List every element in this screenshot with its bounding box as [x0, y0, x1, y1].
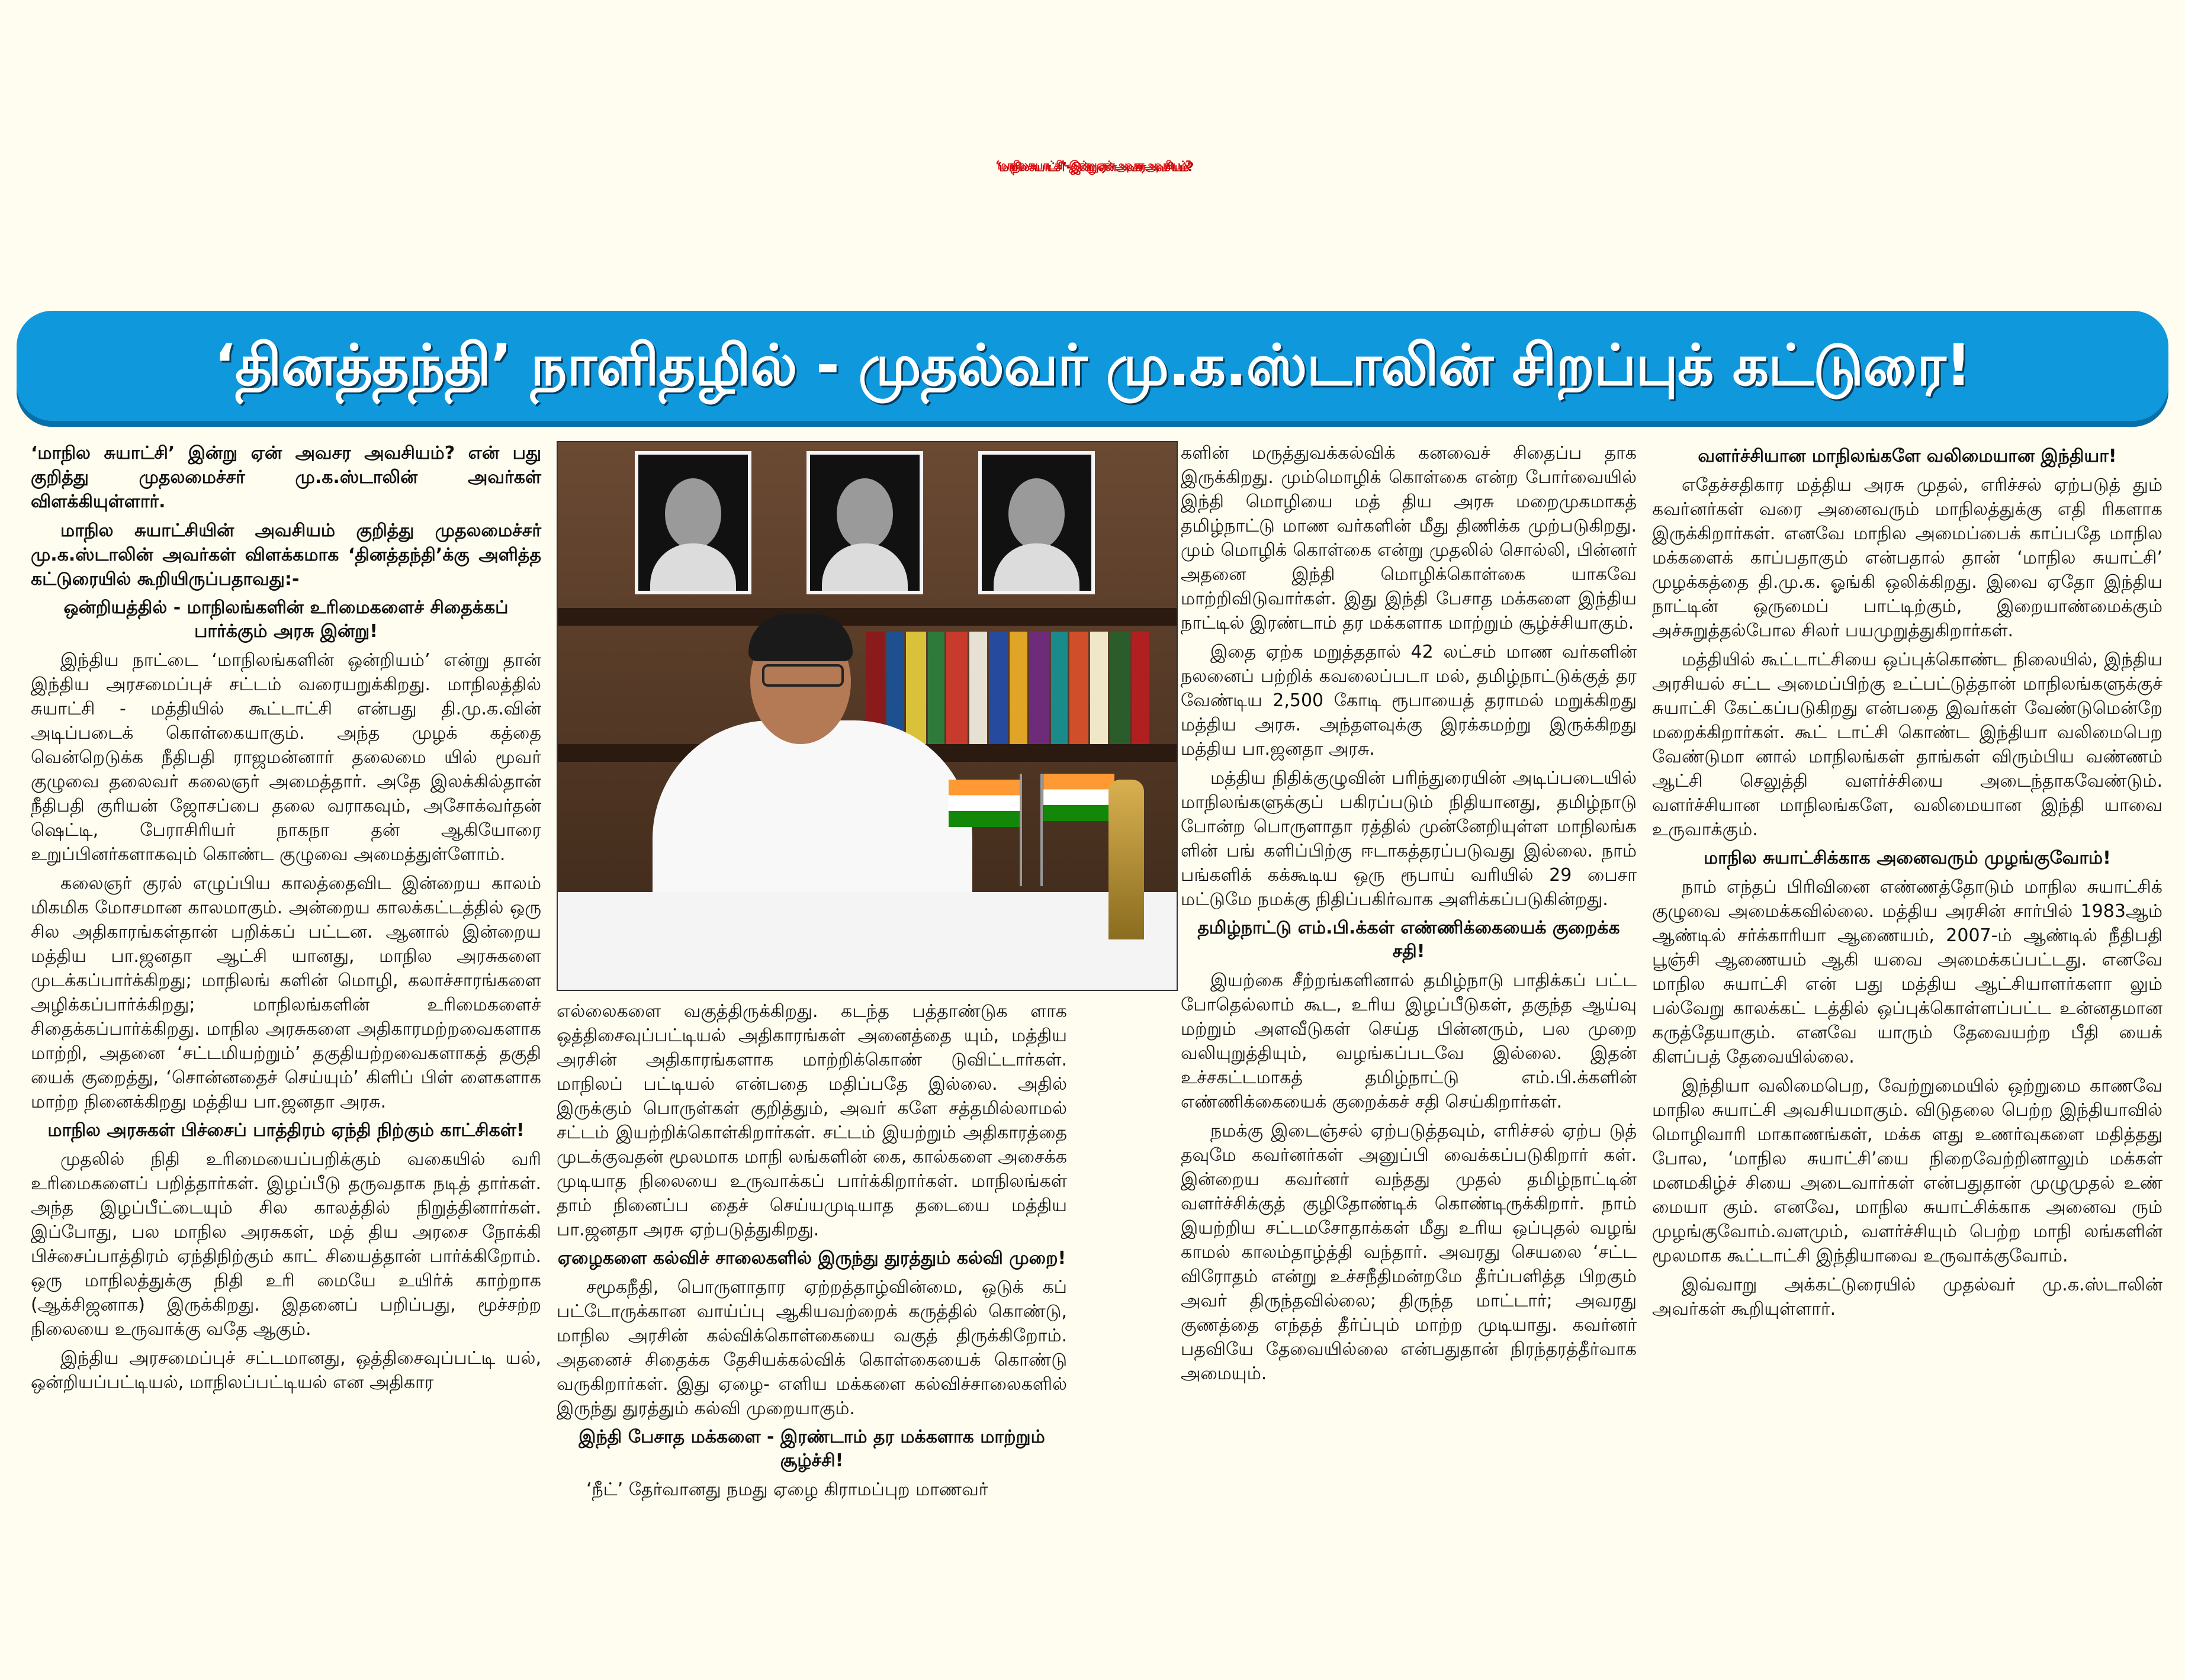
paragraph: இதை ஏற்க மறுத்ததால் 42 லட்சம் மாண வர்களின் நலனைப் பற்றிக் கவலைப்படா மல், தமிழ்நாட்டுக்குத் தர வேண்டிய 2,500 கோடி ரூபாயைத் தராமல் மறுக்கிறது மத்திய அரசு. அந்தளவுக்கு இரக்கமற்று இருக்கிறது மத்திய பா.ஜனதா அரசு.: [1181, 642, 1637, 759]
section-heading: இந்தி பேசாத மக்களை - இரண்டாம் தர மக்களாக மாற்றும் சூழ்ச்சி!: [579, 1427, 1045, 1471]
section-heading: மாநில அரசுகள் பிச்சைப் பாத்திரம் ஏந்தி நிற்கும் காட்சிகள்!: [47, 1120, 525, 1141]
section-heading: தமிழ்நாட்டு எம்.பி.க்கள் எண்ணிக்கையைக் குறைக்க சதி!: [1197, 918, 1620, 962]
section-heading: வளர்ச்சியான மாநிலங்களே வலிமையான இந்தியா!: [1698, 446, 2117, 466]
paragraph: இந்தியா வலிமைபெற, வேற்றுமையில் ஒற்றுமை காணவே மாநில சுயாட்சி அவசியமாகும். விடுதலை பெற்ற இந்தியாவில் மொழிவாரி மாகாணங்கள், மக்க ளது உணர்வுகளை மதித்தது போல, ‘மாநில சுயாட்சி’யை நிறைவேற்றினாலும் மக்கள் மனமகிழ்ச் சியை அடைவார்கள் என்பதுதான் முழுமுதல் உண் மையா கும். எனவே, மாநில சுயாட்சிக்காக அனைவ ரும் முழங்குவோம்.வளமும், வளர்ச்சியும் பெற்ற மாநி லங்களின் மூலமாக கூட்டாட்சி இந்தியாவை உருவாக்குவோம்.: [1652, 1076, 2162, 1266]
paragraph: மத்திய நிதிக்குழுவின் பரிந்துரையின் அடிப்படையில் மாநிலங்களுக்குப் பகிரப்படும் நிதியானது, தமிழ்நாடு போன்ற பொருளாதா ரத்தில் முன்னேறியுள்ள மாநிலங்க ளின் பங் களிப்பிற்கு ஈடாகத்தரப்படுவது இல்லை. நாம் பங்களிக் கக்கூடிய ஒரு ரூபாய் வரியில் 29 பைசா மட்டுமே நமக்கு நிதிப்பகிர்வாக அளிக்கப்படுகின்றது.: [1181, 768, 1637, 910]
portrait-frame: [635, 451, 751, 594]
bookshelf: [866, 620, 1177, 744]
section-heading: ஏழைகளை கல்விச் சாலைகளில் இருந்து துரத்தும் கல்வி முறை!: [557, 1248, 1066, 1269]
flag-icon: [949, 780, 1020, 827]
subheadline-banner: [17, 311, 2168, 427]
paragraph: முதலில் நிதி உரிமையைப்பறிக்கும் வகையில் வரி உரிமைகளைப் பறித்தார்கள். இழப்பீடு தருவதாக நடித் தார்கள். அந்த இழப்பீட்டையும் சில காலத்தில் நிறுத்தினார்கள். இப்போது, பல மாநில அரசுகள், மத் திய அரசை நோக்கி பிச்சைப்பாத்திரம் ஏந்திநிற்கும் காட் சியைத்தான் பார்க்கிறோம். ஒரு மாநிலத்துக்கு நிதி உரி மையே உயிர்க் காற்றாக (ஆக்சிஜனாக) இருக்கிறது. இதனைப் பறிப்பது, மூச்சற்ற நிலையை உருவாக்கு வதே ஆகும்.: [31, 1149, 541, 1340]
portrait-frame: [978, 451, 1095, 594]
paragraph: நமக்கு இடைஞ்சல் ஏற்படுத்தவும், எரிச்சல் ஏற்ப டுத் தவுமே கவர்னர்கள் அனுப்பி வைக்கப்படுகிறார் கள். இன்றைய கவர்னர் வந்தது முதல் தமிழ்நாட்டின் வளர்ச்சிக்குத் குழிதோண்டிக் கொண்டிருக்கிறார். நாம் இயற்றிய சட்டமசோதாக்கள் மீது உரிய ஒப்புதல் வழங் காமல் காலம்தாழ்த்தி வந்தார். அவரது செயலை ‘சட்ட விரோதம் என்று உச்சநீதிமன்றமே தீர்ப்பளித்த பிறகும் அவர் திருந்தவில்லை; திருந்த மாட்டார்; அவரது குணத்தை எந்தத் தீர்ப்பும் மாற்ற முடியாது. கவர்னர் பதவியே தேவையில்லை என்பதுதான் நிரந்தரத்தீர்வாக அமையும்.: [1181, 1121, 1637, 1384]
banner-text: ‘தினத்தந்தி’ நாளிதழில் - முதல்வர் மு.க.ஸ்டாலின் சிறப்புக் கட்டுரை!: [214, 332, 1971, 398]
column-1: [31, 441, 541, 1399]
paragraph: கலைஞர் குரல் எழுப்பிய காலத்தைவிட இன்றைய காலம் மிகமிக மோசமான காலமாகும். அன்றைய காலக்கட்டத்தில் ஒரு சில அதிகாரங்கள்தான் பறிக்கப் பட்டன. ஆனால் இன்றைய மத்திய பா.ஜனதா ஆட்சி யானது, மாநில அரசுகளை முடக்கப்பார்க்கிறது; மாநிலங் களின் மொழி, கலாச்சாரங்களை அழிக்கப்பார்க்கிறது; மாநிலங்களின் உரிமைகளைச் சிதைக்கப்பார்க்கிறது. மாநில அரசுகளை அதிகாரமற்றவைகளாக மாற்றி, அதனை ‘சட்டமியற்றும்’ தகுதியற்றவைகளாகத் தகுதி யைக் குறைத்து, ‘சொன்னதைச் செய்யும்’ கிளிப் பிள் ளைகளாக மாற்ற நினைக்கிறது மத்திய பா.ஜனதா அரசு.: [31, 873, 541, 1112]
paragraph: மத்தியில் கூட்டாட்சியை ஒப்புக்கொண்ட நிலையில், இந்திய அரசியல் சட்ட அமைப்பிற்கு உட்பட்டுத்தான் மாநிலங்களுக்குச் சுயாட்சி கேட்கப்படுகிறது என்பதை இவர்கள் வேண்டுமென்றே மறைக்கிறார்கள். கூட் டாட்சி கொண்ட இந்தியா வலிமைபெற வேண்டுமா னால் மாநிலங்கள் தாங்கள் விரும்பிய வண்ணம் ஆட்சி செலுத்தி வளர்ச்சியை அடைந்தாகவேண்டும். வளர்ச்சியான மாநிலங்களே, வலிமையான இந்தி யாவை உருவாக்கும்.: [1652, 649, 2162, 840]
paragraph: இந்திய நாட்டை ‘மாநிலங்களின் ஒன்றியம்’ என்று தான் இந்திய அரசமைப்புச் சட்டம் வரையறுக்கிறது. மாநிலத்தில் சுயாட்சி - மத்தியில் கூட்டாட்சி என்பது தி.மு.க.வின் அடிப்படைக் கொள்கையாகும். அந்த முழக் கத்தை வென்றெடுக்க நீதிபதி ராஜமன்னார் தலைமை யில் மூவர் குழுவை தலைவர் கலைஞர் அமைத்தார். அதே இலக்கில்தான் நீதிபதி குரியன் ஜோசப்பை தலை வராகவும், அசோக்வர்தன் ஷெட்டி, பேராசிரியர் நாகநா தன் ஆகியோரை உறுப்பினர்களாகவும் கொண்ட குழுவை அமைத்துள்ளோம்.: [31, 650, 541, 865]
column-2: [557, 999, 1067, 1507]
paragraph: களின் மருத்துவக்கல்விக் கனவைச் சிதைப்ப தாக இருக்கிறது. மும்மொழிக் கொள்கை என்ற போர்வையில் இந்தி மொழியை மத் திய அரசு மறைமுகமாகத் தமிழ்நாட்டு மாண வர்களின் மீது திணிக்க முற்படுகிறது. மும் மொழிக் கொள்கை என்று முதலில் சொல்லி, பின்னர் அதனை இந்தி மொழிக்கொள்கை யாகவே மாற்றிவிடுவார்கள். இது இந்தி பேசாத மக்களை இந்திய நாட்டில் இரண்டாம் தர மக்களாக மாற்றும் சூழ்ச்சியாகும்.: [1181, 443, 1637, 633]
article-photo: [557, 441, 1178, 991]
portrait-frame: [806, 451, 923, 594]
column-4: [1652, 441, 2162, 1326]
flag-icon: [1043, 774, 1114, 821]
desk: [558, 892, 1177, 990]
paragraph: நாம் எந்தப் பிரிவினை எண்ணத்தோடும் மாநில சுயாட்சிக் குழுவை அமைக்கவில்லை. மத்திய அரசின் சார்பில் 1983ஆம் ஆண்டில் சர்க்காரியா ஆணையம், 2007-ம் ஆண்டில் நீதிபதி பூஞ்சி ஆணையம் ஆகி யவை அமைக்கப்பட்டது. எனவே மாநில சுயாட்சி என் பது மத்திய ஆட்சியாளர்களா லும் பல்வேறு காலக்கட் டத்தில் ஒப்புக்கொள்ளப்பட்ட உன்னதமான கருத்தேயாகும். எனவே யாரும் தேவையற்ற பீதி யைக் கிளப்பத் தேவையில்லை.: [1652, 877, 2162, 1067]
paragraph: எல்லைகளை வகுத்திருக்கிறது. கடந்த பத்தாண்டுக ளாக ஒத்திசைவுப்பட்டியல் அதிகாரங்கள் அனைத்தை யும், மத்திய அரசின் அதிகாரங்களாக மாற்றிக்கொண் டுவிட்டார்கள். மாநிலப் பட்டியல் என்பதை மதிப்பதே இல்லை. அதில் இருக்கும் பொருள்கள் குறித்தும், அவர் களே சத்தமில்லாமல் சட்டம் இயற்றிக்கொள்கிறார்கள். சட்டம் இயற்றும் அதிகாரத்தை முடக்குவதன் மூலமாக மாநி லங்களின் கை, கால்களை அசைக்க முடியாத நிலையை உருவாக்கப் பார்க்கிறார்கள். மாநிலங்கள் தாம் நினைப்ப தைச் செய்யமுடியாத தடையை மத்திய பா.ஜனதா அரசு ஏற்படுத்துகிறது.: [557, 1001, 1067, 1240]
intro-paragraph: மாநில சுயாட்சியின் அவசியம் குறித்து முதலமைச்சர் மு.க.ஸ்டாலின் அவர்கள் விளக்கமாக ‘தினத்தந்தி’க்கு அளித்த கட்டுரையில் கூறியிருப்பதாவது:-: [31, 520, 541, 590]
paragraph: எதேச்சதிகார மத்திய அரசு முதல், எரிச்சல் ஏற்படுத் தும் கவர்னர்கள் வரை அனைவரும் மாநிலத்துக்கு எதி ரிகளாக இருக்கிறார்கள். எனவே மாநில அமைப்பைக் காப்பதே மாநில மக்களைக் காப்பதாகும் என்பதால் தான் ‘மாநில சுயாட்சி’ முழக்கத்தை தி.மு.க. ஓங்கி ஒலிக்கிறது. இவை ஏதோ இந்திய நாட்டின் ஒருமைப் பாட்டிற்கும், இறையாண்மைக்கும் அச்சுறுத்தல்போல சிலர் பயமுறுத்துகிறார்கள்.: [1652, 475, 2162, 641]
section-heading: ஒன்றியத்தில் - மாநிலங்களின் உரிமைகளைச் சிதைக்கப் பார்க்கும் அரசு இன்று!: [63, 597, 509, 642]
headline: ‘மாநில சுயாட்சி’ - இன்று ஏன் அவசர அவசியம்?: [995, 157, 1190, 172]
emblem-icon: [1108, 780, 1144, 939]
paragraph: சமூகநீதி, பொருளாதார ஏற்றத்தாழ்வின்மை, ஒடுக் கப் பட்டோருக்கான வாய்ப்பு ஆகியவற்றைக் கருத்தில் கொண்டு, மாநில அரசின் கல்விக்கொள்கையை வகுத் திருக்கிறோம். அதனைச் சிதைக்க தேசியக்கல்விக் கொள்கையைக் கொண்டு வருகிறார்கள். இது ஏழை- எளிய மக்களை கல்விச்சாலைகளில் இருந்து துரத்தும் கல்வி முறையாகும்.: [557, 1277, 1067, 1419]
paragraph: இயற்கை சீற்றங்களினால் தமிழ்நாடு பாதிக்கப் பட்ட போதெல்லாம் கூட, உரிய இழப்பீடுகள், தகுந்த ஆய்வு மற்றும் அளவீடுகள் செய்த பின்னரும், பல முறை வலியுறுத்தியும், வழங்கப்படவே இல்லை. இதன் உச்சகட்டமாகத் தமிழ்நாட்டு எம்.பி.க்களின் எண்ணிக்கையைக் குறைக்கச் சதி செய்கிறார்கள்.: [1181, 970, 1637, 1112]
paragraph: இந்திய அரசமைப்புச் சட்டமானது, ஒத்திசைவுப்பட்டி யல், ஒன்றியப்பட்டியல், மாநிலப்பட்டியல் என அதிகார: [31, 1348, 541, 1393]
column-3: [1181, 441, 1637, 1391]
paragraph: இவ்வாறு அக்கட்டுரையில் முதல்வர் மு.க.ஸ்டாலின் அவர்கள் கூறியுள்ளார்.: [1652, 1275, 2162, 1319]
section-heading: மாநில சுயாட்சிக்காக அனைவரும் முழங்குவோம்!: [1704, 848, 2111, 868]
paragraph: ‘நீட்’ தேர்வானது நமது ஏழை கிராமப்புற மாணவர்: [586, 1479, 988, 1500]
intro-paragraph: ‘மாநில சுயாட்சி’ இன்று ஏன் அவசர அவசியம்? என் பது குறித்து முதலமைச்சர் மு.க.ஸ்டாலின் அவர்கள் விளக்கியுள்ளார்.: [31, 443, 541, 512]
